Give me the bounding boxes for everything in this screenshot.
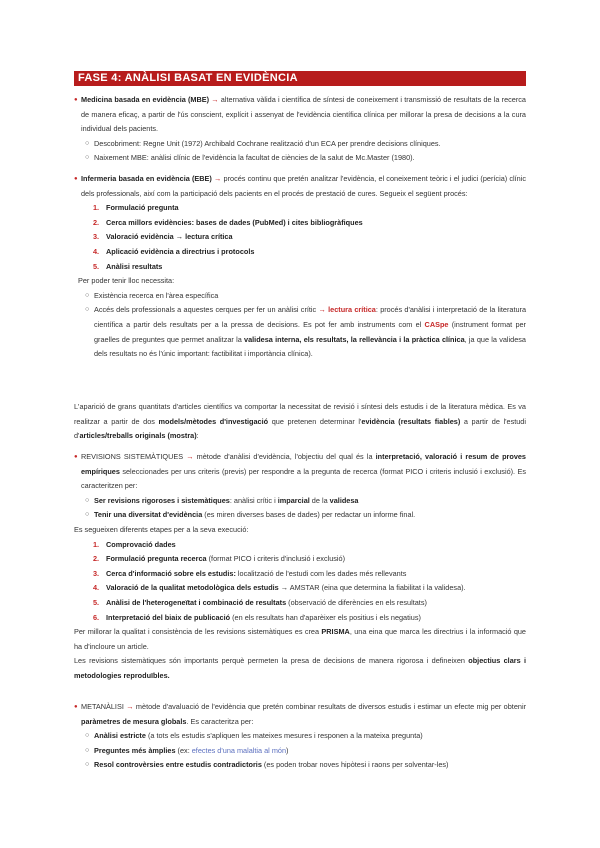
revisions-steps-list [93, 538, 526, 626]
mbe-term: Medicina basada en evidència (MBE) [81, 95, 210, 104]
mbe-definition: alternativa vàlida i científica de síntesi de coneixement i transmissió de resultats de la recerca de manera eficaç, a partir de l'ús conscient, explícit i assenyat de l'evidència científica clínica per millorar la presa de decisions a la cura individual dels pacients. [81, 95, 526, 134]
list-item: 1. Formulació pregunta [93, 203, 179, 213]
mbe-section [74, 93, 526, 166]
ebe-bullet [74, 172, 526, 201]
list-item: 3. Cerca d'informació sobre els estudis: localització de l'estudi com les dades més rellevants [93, 568, 407, 578]
list-item: 6. Interpretació del biaix de publicació (en els resultats han d'aparèixer els positius i els negatius) [93, 612, 421, 622]
importance-paragraph: Les revisions sistemàtiques són importants perquè permeten la presa de decisions de manera rigorosa i defineixen objectius clars i metodologies reproduïbles. [74, 656, 527, 680]
ebe-term: Infermeria basada en evidència (EBE) [81, 174, 212, 183]
list-item: 1. Comprovació dades [93, 539, 176, 549]
example-highlight: efectes d'una malaltia al món [191, 745, 287, 755]
metanalisi-term: METANÀLISI [81, 702, 124, 711]
metanalisi-bullet: ● METANÀLISI → mètode d'avaluació de l'evidència que pretén combinar resultats de diversos estudis i estimar un efecte mig per obtenir paràmetres de mesura globals. Es caracteritza per: [74, 700, 526, 729]
list-item: 5. Anàlisi resultats [93, 261, 163, 271]
ebe-need-item: ○ Existència recerca en l'àrea específica [85, 289, 526, 304]
mbe-sub-item: ○ Naixement MBE: anàlisi clínic de l'evidència la facultat de ciències de la salut de Mc.Master (1980). [85, 151, 526, 166]
caspe-term: CASpe [424, 319, 449, 329]
arrow-icon: → [318, 305, 326, 315]
ebe-steps-list [93, 201, 526, 274]
lectura-critica-term: lectura crítica [325, 305, 376, 315]
metanalisi-char-item: ○ Resol controvèrsies entre estudis contradictoris (es poden trobar noves hipòtesi i raons per solventar-les) [85, 758, 526, 773]
list-item: 2. Cerca millors evidències: bases de dades (PubMed) i cites bibliogràfiques [93, 217, 363, 227]
list-item: 4. Valoració de la qualitat metodològica dels estudis → AMSTAR (eina que determina la fiabilitat i la validesa). [93, 583, 466, 593]
revisions-term: REVISIONS SISTEMÀTIQUES [81, 452, 184, 461]
revisions-char-item: ○ Tenir una diversitat d'evidència (es miren diverses bases de dades) per redactar un informe final. [85, 508, 526, 523]
list-item: 3. Valoració evidència → lectura crítica [93, 232, 233, 242]
prisma-paragraph: Per millorar la qualitat i consistència de les revisions sistemàtiques es crea PRISMA, una eina que marca les directrius i la informació que ha d'incloure un article. [74, 627, 526, 651]
intro-paragraph: L'aparició de grans quantitats d'articles científics va comportar la necessitat de revisió i síntesi dels estudis i de la literatura mèdica. Es va realitzar a partir de dos models/mètodes d'investigació que pretenen determinar l'evidència (resultats fiables) a partir de l'estudi d'articles/treballs originals (mostra): [74, 402, 526, 441]
arrow-icon: → [214, 174, 222, 183]
revisions-section [74, 450, 526, 684]
ebe-section [74, 172, 526, 362]
revisions-bullet: ● REVISIONS SISTEMÀTIQUES → mètode d'anàlisi d'evidència, l'objectiu del qual és la interpretació, valoració i resum de proves empíriques seleccionades per uns criteris (previs) per respondre a la pregunta de recerca (format PICO i criteris inclusió i exclusió). Es caracteritzen per: [74, 450, 526, 494]
arrow-icon: → [126, 702, 134, 711]
mbe-sub-item: ○ Descobriment: Regne Unit (1972) Archibald Cochrane realització d'un ECA per prendre decisions clíniques. [85, 137, 526, 152]
ebe-definition: procés continu que pretén analitzar l'evidència, el coneixement teòric i el judici (perícia) clínic dels professionals, així com la participació dels pacients en el procés de prestació de cures. Segueix el següent procés: [81, 174, 526, 198]
list-item: 5. Anàlisi de l'heterogeneïtat i combinació de resultats (observació de diferències en els resultats) [93, 597, 427, 607]
metanalisi-char-item: ○ Preguntes més àmplies (ex: efectes d'una malaltia al món) [85, 744, 526, 759]
metanalisi-char-item: ○ Anàlisi estricte (a tots els estudis s'apliquen les mateixes mesures i responen a la mateixa pregunta) [85, 729, 526, 744]
list-item: 2. Formulació pregunta recerca (format PICO i criteris d'inclusió i exclusió) [93, 554, 346, 564]
section-title-banner: FASE 4: ANÀLISI BASAT EN EVIDÈNCIA [74, 71, 526, 86]
ebe-needs-intro: Per poder tenir lloc necessita: [78, 276, 175, 286]
arrow-icon: → [186, 452, 194, 461]
revisions-char-item: ○ Ser revisions rigoroses i sistemàtiques: anàlisi crític i imparcial de la validesa [85, 494, 526, 509]
metanalisi-section [74, 700, 526, 773]
list-item: 4. Aplicació evidència a directrius i protocols [93, 246, 255, 256]
mbe-bullet [74, 93, 526, 137]
arrow-icon: → [211, 95, 219, 104]
revisions-steps-intro: Es segueixen diferents etapes per a la seva execució: [74, 524, 249, 534]
ebe-need-item: ○ Accés dels professionals a aquestes cerques per fer un anàlisi crític → lectura crítica: procés d'anàlisi i interpretació de la literatura científica a partir dels resultats per a la pressa de decisions. Es pot fer amb instruments com el CASpe (instrument format per graelles de preguntes que permet analitzar la validesa interna, els resultats, la rellevància i la pràctica clínica, ja que la validesa dels resultats no és l'únic important: factibilitat i importància clínica). [85, 303, 526, 361]
